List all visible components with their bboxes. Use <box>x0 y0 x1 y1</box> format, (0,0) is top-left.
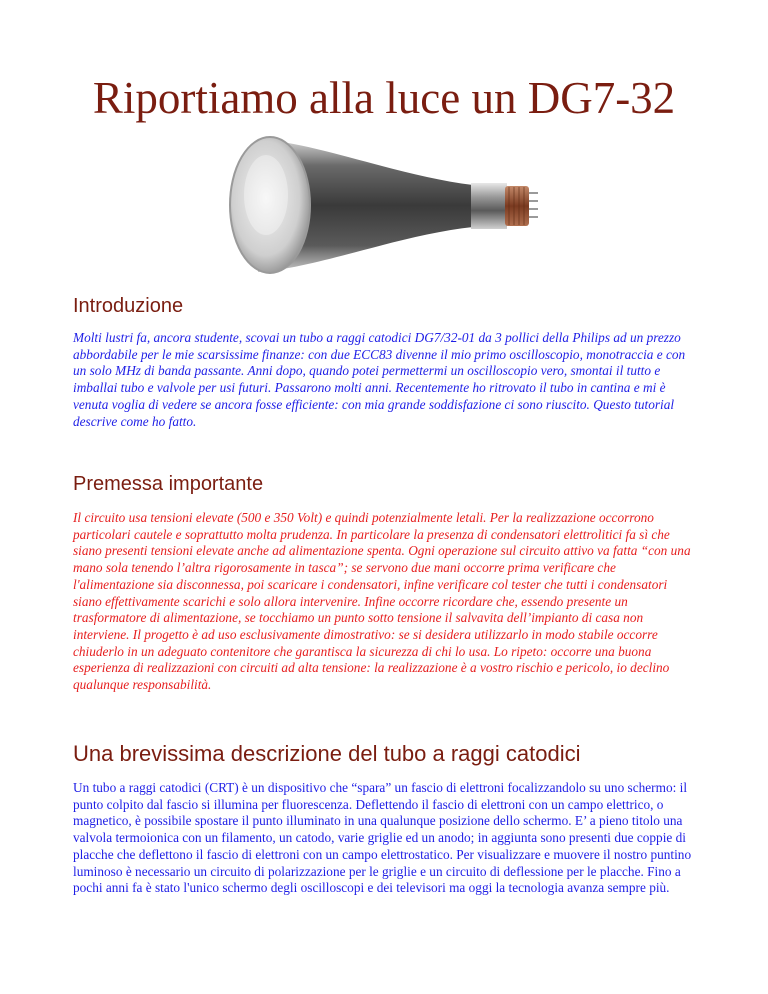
section-heading-premessa: Premessa importante <box>73 473 264 495</box>
section-text-descrizione-crt: Un tubo a raggi catodici (CRT) è un dispositivo che “spara” un fascio di elettroni focalizzandolo su uno schermo: il punto colpito dal fascio si illumina per fluorescenza. Deflettendo il fascio di elettroni con un campo elettrico, o magnetico, è possibile spostare il punto illuminato in una qualunque posizione dello schermo. E’ a pieno titolo una valvola termoionica con un filamento, un catodo, varie griglie ed un anodo; in aggiunta sono presenti due coppie di placche che deflettono il fascio di elettroni con un campo elettrostatico. Per visualizzare e muovere il nostro puntino luminoso è necessario un circuito di polarizzazione per le griglie e un circuito di deflessione per le placche. Fino a pochi anni fa è stato l'unico schermo degli oscilloscopi e dei televisori ma oggi la tecnologia avanza sempre più. <box>73 780 692 896</box>
section-heading-descrizione-crt: Una brevissima descrizione del tubo a raggi catodici <box>73 741 581 766</box>
crt-tube-photo <box>228 131 542 280</box>
section-text-introduzione: Molti lustri fa, ancora studente, scovai un tubo a raggi catodici DG7/32-01 da 3 pollici della Philips ad un prezzo abbordabile per le mie scarsissime finanze: con due ECC83 divenne il mio primo oscilloscopio, monotraccia e con un solo MHz di banda passante. Anni dopo, quando potei permettermi un oscilloscopio vero, smontai il tutto e imballai tubo e valvole per usi futuri. Passarono molti anni. Recentemente ho ritrovato il tubo in cantina e mi è venuta voglia di vedere se ancora fosse efficiente: con mia grande soddisfazione ci sono riuscito. Questo tutorial descrive come ho fatto. <box>73 330 686 429</box>
document-title: Riportiamo alla luce un DG7-32 <box>92 73 676 123</box>
section-heading-introduzione: Introduzione <box>73 295 184 317</box>
crt-tube-image <box>228 131 542 280</box>
section-text-premessa: Il circuito usa tensioni elevate (500 e 350 Volt) e quindi potenzialmente letali. Per la realizzazione occorrono particolari cautele e soprattutto molta prudenza. In particolare la presenza di condensatori elettrolitici fa sì che siano presenti tensioni elevate anche ad alimentazione spenta. Ogni operazione sul circuito attivo va fatta “con una mano sola tenendo l’altra rigorosamente in tasca”; se servono due mani occorre prima verificare che l'alimentazione sia disconnessa, poi scaricare i condensatori, infine verificare col tester che tutti i condensatori siano effettivamente scarichi e solo allora intervenire. Infine occorre ricordare che, essendo presente un trasformatore di alimentazione, se tocchiamo un punto sotto tensione il salvavita dell’impianto di casa non interviene. Il progetto è ad uso esclusivamente dimostrativo: se si desidera utilizzarlo in modo stabile occorre chiuderlo in un adeguato contenitore che garantisca la sicurezza di chi lo usa. Lo ripeto: occorre una buona esperienza di realizzazioni con circuiti ad alta tensione: la realizzazione è a vostro rischio e pericolo, io declino qualunque responsabilità. <box>73 510 691 693</box>
